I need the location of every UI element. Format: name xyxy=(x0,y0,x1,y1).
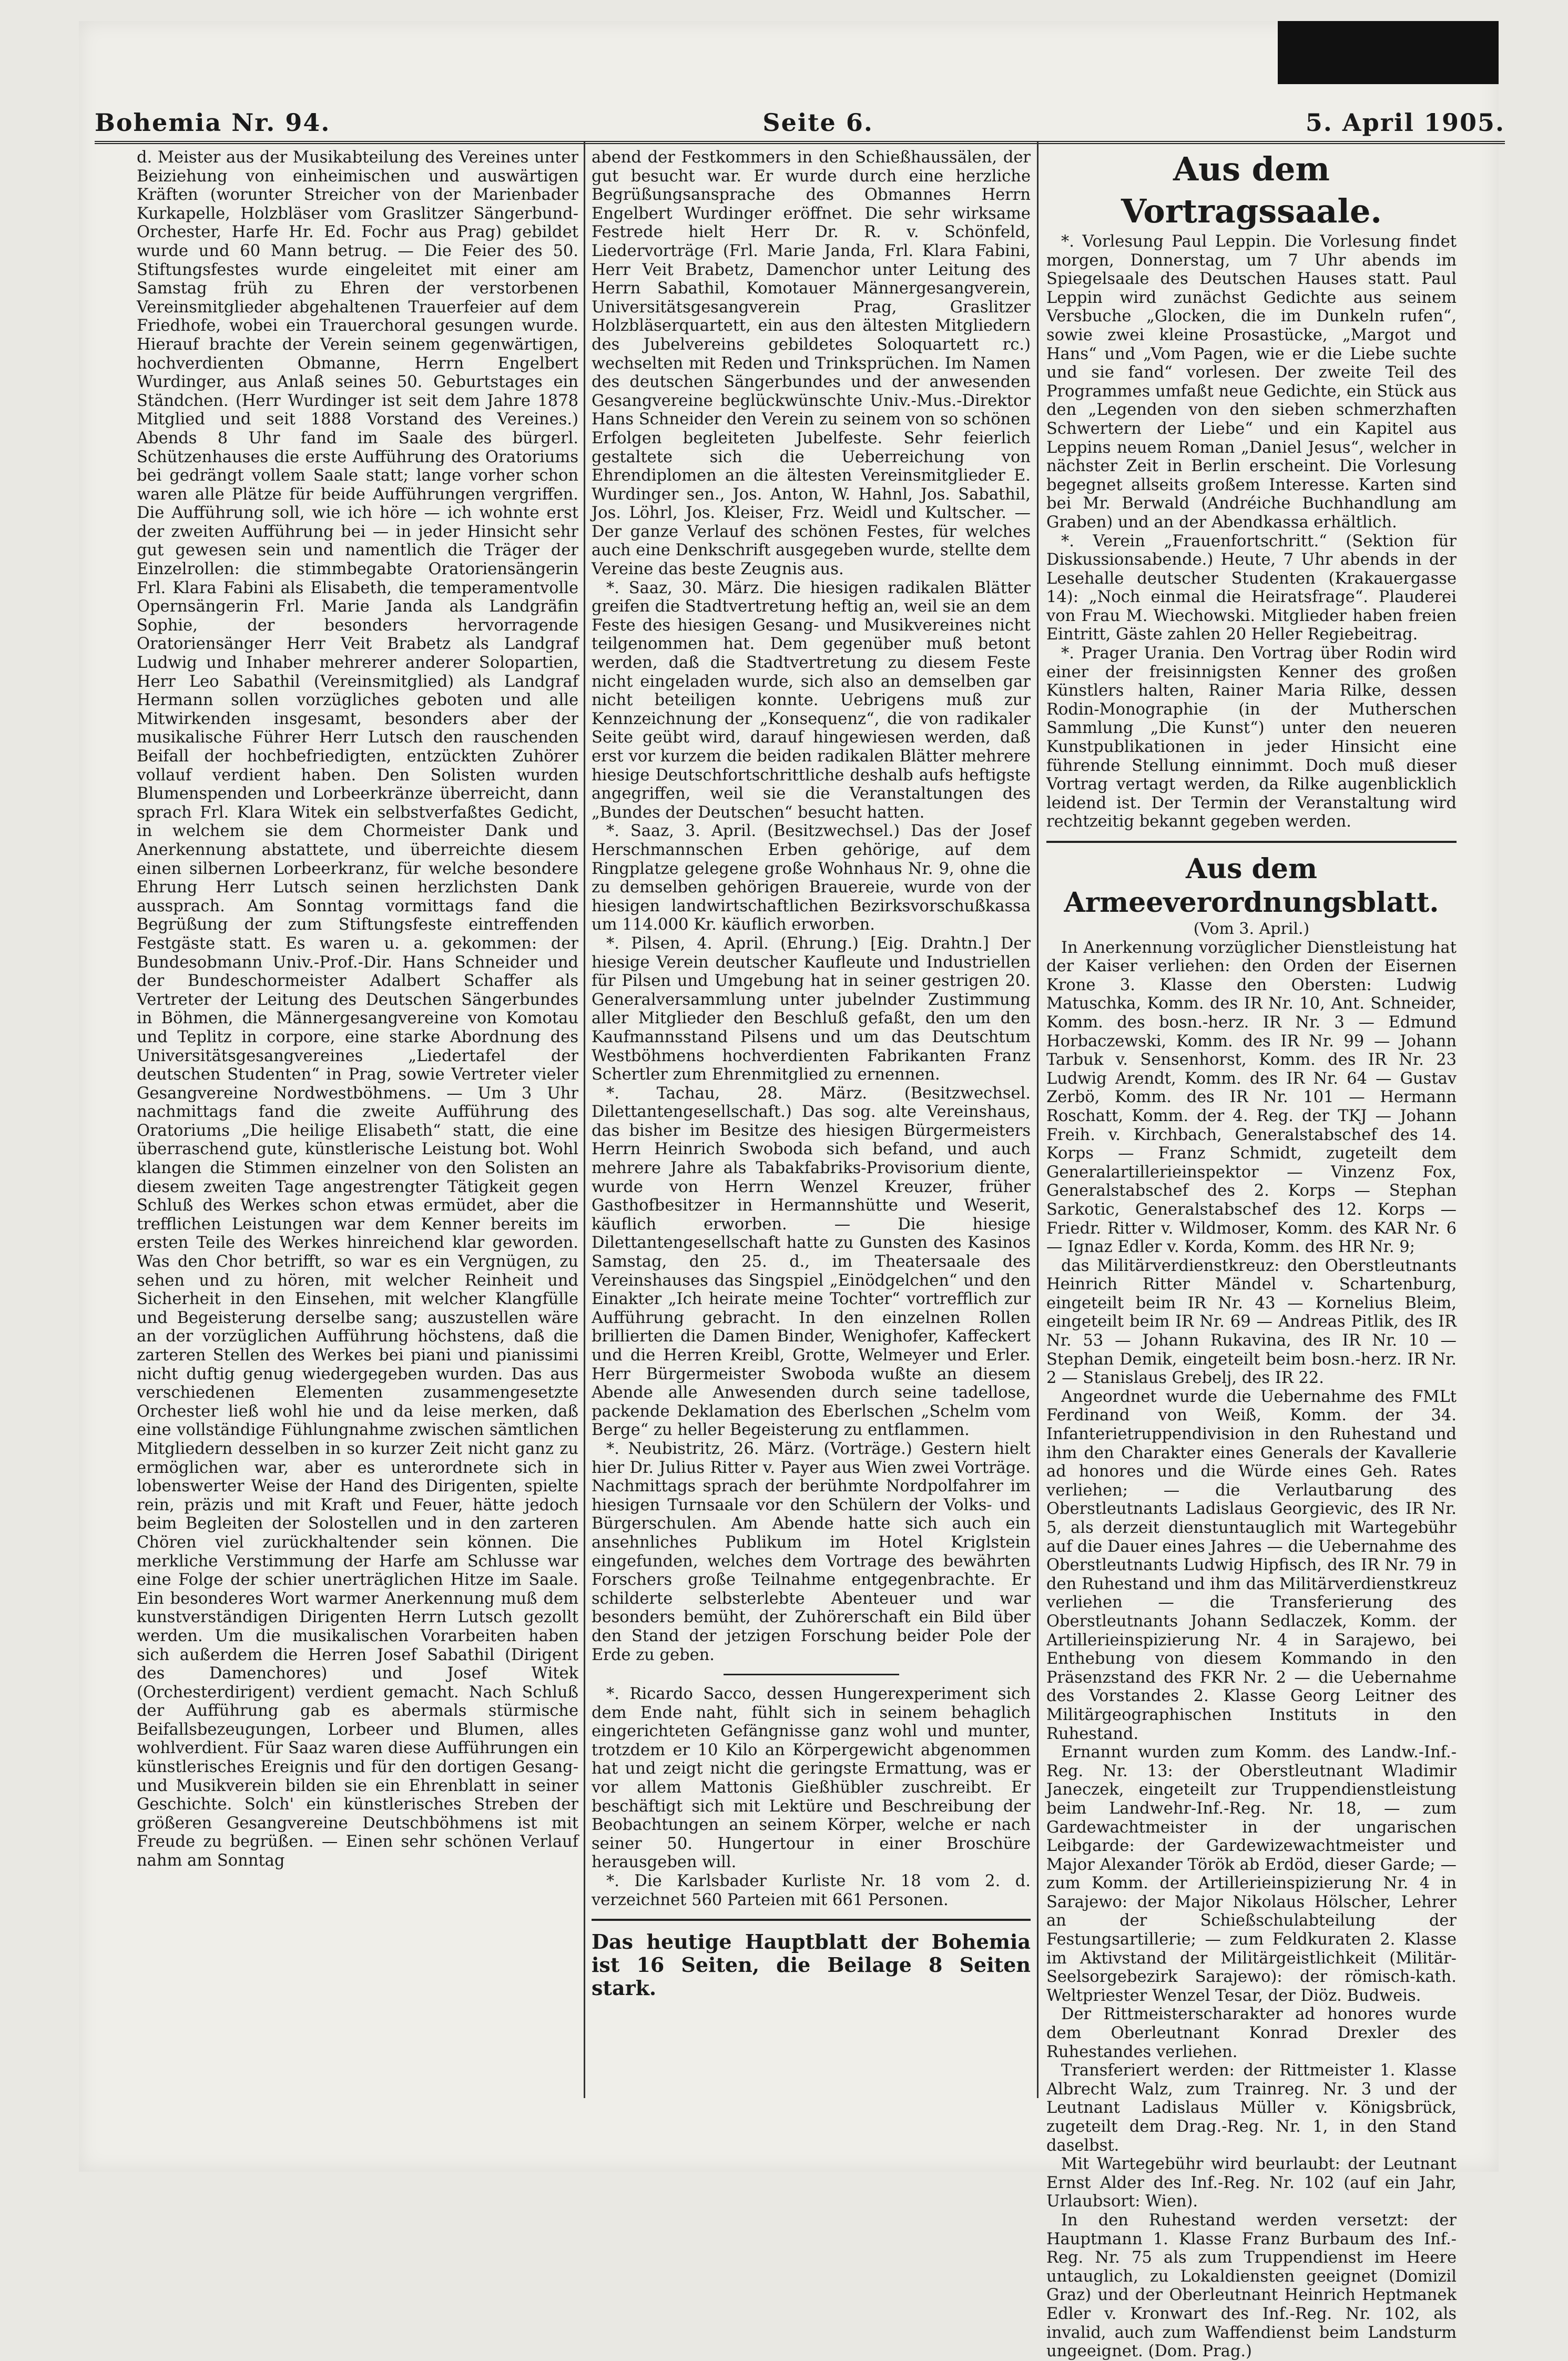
column-rule-1 xyxy=(584,142,585,2098)
decree-paragraph: Der Rittmeisterscharakter ad honores wurde dem Oberleutnant Konrad Drexler des Ruhestandes verliehen. xyxy=(1046,2005,1457,2061)
column-3 xyxy=(1046,148,1457,2361)
news-item-karlsbad: *. Die Karlsbader Kurliste Nr. 18 vom 2. d. verzeichnet 560 Parteien mit 661 Personen. xyxy=(592,1872,1031,1909)
divider xyxy=(1046,841,1457,843)
scan-corner xyxy=(1278,21,1499,84)
news-item-frauenfortschritt: *. Verein „Frauenfortschritt.“ (Sektion für Diskussionsabende.) Heute, 7 Uhr abends in der Lesehalle deutscher Studenten (Krakauergasse 14): „Noch einmal die Heiratsfrage“. Plauderei von Frau M. Wiechowski. Mitglieder haben freien Eintritt, Gäste zahlen 20 Heller Regiebeitrag. xyxy=(1046,532,1457,644)
section-date: (Vom 3. April.) xyxy=(1193,920,1310,938)
decree-paragraph: Transferiert werden: der Rittmeister 1. Klasse Albrecht Walz, zum Trainreg. Nr. 3 und der Leutnant Ladislaus Müller v. Königsbrück, zugeteilt dem Drag.-Reg. Nr. 1, in den Stand daselbst. xyxy=(1046,2061,1457,2155)
divider xyxy=(724,1674,899,1675)
news-item-tachau: *. Tachau, 28. März. (Besitzwechsel. Dilettantengesellschaft.) Das sog. alte Vereinshaus, das bisher im Besitze des hiesigen Bürgermeisters Herrn Heinrich Swoboda sich befand, und auch mehrere Jahre als Tabakfabriks-Provisorium diente, wurde von Herrn Wenzel Kreuzer, früher Gasthofbesitzer in Hermannshütte und Weserit, käuflich erworben. — Die hiesige Dilettantengesellschaft hatte zu Gunsten des Kasinos Samstag, den 25. d., im Theatersaale des Vereinshauses das Singspiel „Einödgelchen“ und den Einakter „Ich heirate meine Tochter“ vortrefflich zur Aufführung gebracht. In den einzelnen Rollen brillierten die Damen Binder, Wenighofer, Kaffeckert und die Herren Kreibl, Grotte, Welmeyer und Erler. Herr Bürgermeister Swoboda wußte an diesem Abende alle Anwesenden durch seine tadellose, packende Deklamation des Eberlschen „Schelm vom Berge“ zu heller Begeisterung zu entflammen. xyxy=(592,1084,1031,1440)
news-item-saaz-1: *. Saaz, 30. März. Die hiesigen radikalen Blätter greifen die Stadtvertretung heftig an, weil sie an dem Feste des hiesigen Gesang- und Musikvereines nicht teilgenommen hat. Dem gegenüber muß betont werden, daß die Stadtvertretung zu diesem Feste nicht eingeladen wurde, sich also an demselben gar nicht beteiligen konnte. Uebrigens muß zur Kennzeichnung der „Konsequenz“, die von radikaler Seite geübt wird, darauf hingewiesen werden, daß erst vor kurzem die beiden radikalen Blätter mehrere hiesige Deutschfortschrittliche deshalb aufs heftigste angegriffen, weil sie die Veranstaltungen des „Bundes der Deutschen“ besucht hatten. xyxy=(592,578,1031,822)
divider xyxy=(592,1919,1031,1921)
news-item-urania: *. Prager Urania. Den Vortrag über Rodin wird einer der freisinnigsten Kenner des großen Künstlers halten, Rainer Maria Rilke, dessen Rodin-Monographie (in der Mutherschen Sammlung „Die Kunst“) unter den neueren Kunstpublikationen in jeder Hinsicht eine führende Stellung einnimmt. Doch muß dieser Vortrag vertagt werden, da Rilke augenblicklich leidend ist. Der Termin der Veranstaltung wird rechtzeitig bekannt gegeben werden. xyxy=(1046,644,1457,831)
article-paragraph: abend der Festkommers in den Schießhaussälen, der gut besucht war. Er wurde durch eine herzliche Begrüßungsansprache des Obmannes Herrn Engelbert Wurdinger eröffnet. Die sehr wirksame Festrede hielt Herr Dr. R. v. Schönfeld, Liedervorträge (Frl. Marie Janda, Frl. Klara Fabini, Herr Veit Brabetz, Damenchor unter Leitung des Herrn Sabathil, Komotauer Männergesangverein, Universitätsgesangverein Prag, Graslitzer Holzbläserquartett, ein aus den ältesten Mitgliedern des Jubelvereins gebildetes Soloquartett rc.) wechselten mit Reden und Trinksprüchen. Im Namen des deutschen Sängerbundes und der anwesenden Gesangvereine beglückwünschte Univ.-Mus.-Direktor Hans Schneider den Verein zu seinem von so schönen Erfolgen begleiteten Jubelfeste. Sehr feierlich gestaltete sich die Ueberreichung von Ehrendiplomen an die ältesten Vereinsmitglieder E. Wurdinger sen., Jos. Anton, W. Hahnl, Jos. Sabathil, Jos. Löhrl, Jos. Kleiser, Frz. Weidl und Kultscher. — Der ganze Verlauf des schönen Festes, für welches auch eine Denkschrift ausgegeben wurde, stellte dem Vereine das beste Zeugnis aus. xyxy=(592,148,1031,579)
news-item-neubistritz: *. Neubistritz, 26. März. (Vorträge.) Gestern hielt hier Dr. Julius Ritter v. Payer aus Wien zwei Vorträge. Nachmittags sprach der berühmte Nordpolfahrer im hiesigen Turnsaale vor den Schülern der Volks- und Bürgerschulen. Am Abende hatte sich auch ein ansehnliches Publikum im Hotel Kriglstein eingefunden, welches dem Vortrage des bewährten Forschers große Teilnahme entgegenbrachte. Er schilderte selbsterlebte Abenteuer und war besonders bemüht, der Zuhörerschaft ein Bild über den Stand der jetzigen Forschung beider Pole der Erde zu geben. xyxy=(592,1439,1031,1664)
news-item-saaz-2: *. Saaz, 3. April. (Besitzwechsel.) Das der Josef Herschmannschen Erben gehörige, auf dem Ringplatze gelegene große Wohnhaus Nr. 9, ohne die zu demselben gehörigen Brauereie, wurde von der hiesigen landwirtschaftlichen Bezirksvorschußkassa um 114.000 Kr. käuflich erworben. xyxy=(592,822,1031,934)
header-page-number: Seite 6. xyxy=(762,108,873,137)
column-rule-2 xyxy=(1037,142,1038,2098)
header-paper-name: Bohemia Nr. 94. xyxy=(95,108,331,137)
decree-paragraph: Ernannt wurden zum Komm. des Landw.-Inf.-Reg. Nr. 13: der Oberstleutnant Wladimir Janeczek, eingeteilt zur Truppendienstleistung beim Landwehr-Inf.-Reg. Nr. 18, — zum Gardewachtmeister in der ungarischen Leibgarde: der Gardewizewachtmeister und Major Alexander Török ab Erdöd, dieser Garde; — zum Komm. der Artillerieinspizierung Nr. 4 in Sarajewo: der Major Nikolaus Hölscher, Lehrer an der Schießschulabteilung der Festungsartillerie; — zum Feldkuraten 2. Klasse im Aktivstand der Militärgeistlichkeit (Militär-Seelsorgebezirk Sarajewo): der römisch-kath. Weltpriester Wenzel Tesar, der Diöz. Budweis. xyxy=(1046,1743,1457,2005)
column-1 xyxy=(137,148,578,2099)
decree-paragraph: Mit Wartegebühr wird beurlaubt: der Leutnant Ernst Alder des Inf.-Reg. Nr. 102 (auf ein Jahr, Urlaubsort: Wien). xyxy=(1046,2155,1457,2211)
news-item-pilsen: *. Pilsen, 4. April. (Ehrung.) [Eig. Drahtn.] Der hiesige Verein deutscher Kaufleute und Industriellen für Pilsen und Umgebung hat in seiner gestrigen 20. Generalversammlung unter jubelnder Zustimmung aller Mitglieder den Beschluß gefaßt, den um den Kaufmannsstand Pilsens und um das Deutschtum Westböhmens hochverdienten Fabrikanten Franz Schertler zum Ehrenmitglied zu ernennen. xyxy=(592,934,1031,1084)
decree-paragraph: In den Ruhestand werden versetzt: der Hauptmann 1. Klasse Franz Burbaum des Inf.-Reg. Nr. 75 als zum Truppendienst im Heere untauglich, zu Lokaldiensten geeignet (Domizil Graz) und der Oberleutnant Heinrich Heptmanek Edler v. Kronwart des Inf.-Reg. Nr. 102, als invalid, auch zum Waffendienst beim Landsturm ungeeignet. (Dom. Prag.) xyxy=(1046,2211,1457,2361)
decree-paragraph: Angeordnet wurde die Uebernahme des FMLt Ferdinand von Weiß, Komm. der 34. Infanterietruppendivision in den Ruhestand und ihm den Charakter eines Generals der Kavallerie ad honores und die Würde eines Geh. Rates verliehen; — die Verlautbarung des Oberstleutnants Ladislaus Georgievic, des IR Nr. 5, als derzeit dienstuntauglich mit Wartegebühr auf die Dauer eines Jahres — die Uebernahme des Oberstleutnants Ludwig Hipfisch, des IR Nr. 79 in den Ruhestand und ihm das Militärverdienstkreuz verliehen — die Transferierung des Oberstleutnants Johann Sedlaczek, Komm. der Artillerieinspizierung Nr. 4 in Sarajewo, bei Enthebung von diesem Kommando in den Präsenzstand des FKR Nr. 2 — die Uebernahme des Vorstandes 2. Klasse Georg Leitner des Militärgeographischen Instituts in den Ruhestand. xyxy=(1046,1387,1457,1743)
news-item-sacco: *. Ricardo Sacco, dessen Hungerexperiment sich dem Ende naht, fühlt sich in seinem behaglich eingerichteten Gefängnisse ganz wohl und munter, trotzdem er 10 Kilo an Körpergewicht abgenommen hat und zeigt nicht die geringste Ermattung, was er vor allem Mattonis Gießhübler zuschreibt. Er beschäftigt sich mit Lektüre und Beschreibung der Beobachtungen an seinem Körper, welche er nach seiner 50. Hungertour in einer Broschüre herausgeben will. xyxy=(592,1685,1031,1872)
article-text: d. Meister aus der Musikabteilung des Vereines unter Beiziehung von einheimischen und auswärtigen Kräften (worunter Streicher von der Marienbader Kurkapelle, Holzbläser vom Graslitzer Sängerbund-Orchester, Harfe Hr. Ed. Fochr aus Prag) gebildet wurde und 60 Mann betrug. — Die Feier des 50. Stiftungsfestes wurde eingeleitet mit einer am Samstag früh zu Ehren der verstorbenen Vereinsmitglieder abgehaltenen Trauerfeier auf dem Friedhofe, wobei ein Trauerchoral gesungen wurde. Hierauf brachte der Verein seinem gegenwärtigen, hochverdienten Obmanne, Herrn Engelbert Wurdinger, aus Anlaß seines 50. Geburtstages ein Ständchen. (Herr Wurdinger ist seit dem Jahre 1878 Mitglied und seit 1888 Vorstand des Vereines.) Abends 8 Uhr fand im Saale des bürgerl. Schützenhauses die erste Aufführung des Oratoriums bei gedrängt vollem Saale statt; lange vorher schon waren alle Plätze für beide Aufführungen vergriffen. Die Aufführung soll, wie ich höre — ich wohnte erst der zweiten Aufführung bei — in jeder Hinsicht sehr gut gewesen sein und namentlich die Träger der Einzelrollen: die stimmbegabte Oratoriensängerin Frl. Klara Fabini als Elisabeth, die temperamentvolle Opernsängerin Frl. Marie Janda als Landgräfin Sophie, der besonders hervorragende Oratoriensänger Herr Veit Brabetz als Landgraf Ludwig und Inhaber mehrerer anderer Solopartien, Herr Leo Sabathil (Vereinsmitglied) als Landgraf Hermann sollen vorzügliches geboten und alle Mitwirkenden insgesamt, besonders aber der musikalische Führer Herr Lutsch den rauschenden Beifall der hochbefriedigten, entzückten Zuhörer vollauf verdient haben. Den Solisten wurden Blumenspenden und Lorbeerkränze überreicht, dann sprach Frl. Klara Witek ein selbstverfaßtes Gedicht, in welchem sie dem Chormeister Dank und Anerkennung abstattete, und überreichte diesem einen silbernen Lorbeerkranz, für welche besondere Ehrung Herr Lutsch seinen herzlichsten Dank aussprach. Am Sonntag vormittags fand die Begrüßung der zum Stiftungsfeste eintreffenden Festgäste statt. Es waren u. a. gekommen: der Bundesobmann Univ.-Prof.-Dir. Hans Schneider und der Bundeschormeister Adalbert Schaffer als Vertreter der Leitung des Deutschen Sängerbundes in Böhmen, die Männergesangvereine von Komotau und Teplitz in corpore, eine starke Abordnung des Universitätsgesangvereines „Liedertafel der deutschen Studenten“ in Prag, sowie Vertreter vieler Gesangvereine Nordwestböhmens. — Um 3 Uhr nachmittags fand die zweite Aufführung des Oratoriums „Die heilige Elisabeth“ statt, die eine überraschend gute, künstlerische Leistung bot. Wohl klangen die Stimmen einzelner von den Solisten an diesem zweiten Tage angestrengter Tätigkeit gegen Schluß des Werkes schon etwas ermüdet, aber die trefflichen Leistungen war dem Kenner bereits im ersten Teile des Werkes hinreichend klar geworden. Was den Chor betrifft, so war es ein Vergnügen, zu sehen und zu hören, mit welcher Reinheit und Sicherheit in den Einsehen, mit welcher Klangfülle und Begeisterung derselbe sang; auszustellen wäre an der vorzüglichen Aufführung höchstens, daß die zarteren Stellen des Werkes bei piani und pianissimi nicht duftig genug wiedergegeben wurden. Das aus verschiedenen Elementen zusammengesetzte Orchester ließ wohl hie und da leise merken, daß eine vollständige Fühlungnahme zwischen sämtlichen Mitgliedern desselben in so kurzer Zeit nicht ganz zu ermöglichen war, aber es unterordnete sich in lobenswerter Weise der Hand des Dirigenten, spielte rein, präzis und mit Kraft und Feuer, hätte jedoch beim Begleiten der Solostellen und in den zarteren Chören viel zurückhaltender sein können. Die merkliche Verstimmung der Harfe am Schlusse war eine Folge der schier unerträglichen Hitze im Saale. Ein besonderes Wort warmer Anerkennung muß dem kunstverständigen Dirigenten Herrn Lutsch gezollt werden. Um die musikalischen Vorarbeiten haben sich außerdem die Herren Josef Sabathil (Dirigent des Damenchores) und Josef Witek (Orchesterdirigent) verdient gemacht. Nach Schluß der Aufführung gab es abermals stürmische Beifallsbezeugungen, Lorbeer und Blumen, alles wohlverdient. Für Saaz waren diese Aufführungen ein künstlerisches Ereignis und für den dortigen Gesang- und Musikverein bilden sie ein Ehrenblatt in seiner Geschichte. Solch' ein künstlerisches Streben der größeren Gesangvereine Deutschböhmens ist mit Freude zu begrüßen. — Einen sehr schönen Verlauf nahm am Sonntag xyxy=(137,148,578,1870)
header-date: 5. April 1905. xyxy=(1305,108,1505,137)
news-item-leppin: *. Vorlesung Paul Leppin. Die Vorlesung findet morgen, Donnerstag, um 7 Uhr abends im Spiegelsaale des Deutschen Hauses statt. Paul Leppin wird zunächst Gedichte aus seinem Versbuche „Glocken, die im Dunkeln rufen“, sowie zwei kleine Prosastücke, „Margot und Hans“ und „Vom Pagen, wie er die Liebe suchte und sie fand“ vorlesen. Der zweite Teil des Programmes umfaßt neue Gedichte, ein Stück aus den „Legenden von den sieben schmerzhaften Schwertern der Liebe“ und ein Kapitel aus Leppins neuem Roman „Daniel Jesus“, welcher in nächster Zeit in Berlin erscheint. Die Vorlesung begegnet allseits großem Interesse. Karten sind bei Mr. Berwald (Andréiche Buchhandlung am Graben) und an der Abendkassa erhältlich. xyxy=(1046,232,1457,532)
column-2 xyxy=(592,148,1031,2099)
section-title-armee: Aus dem Armeeverordnungsblatt. xyxy=(1064,853,1439,919)
page-count-note: Das heutige Hauptblatt der Bohemia ist 16 Seiten, die Beilage 8 Seiten stark. xyxy=(592,1930,1031,2000)
decree-paragraph: In Anerkennung vorzüglicher Dienstleistung hat der Kaiser verliehen: den Orden der Eisernen Krone 3. Klasse den Obersten: Ludwig Matuschka, Komm. des IR Nr. 10, Ant. Schneider, Komm. des bosn.-herz. IR Nr. 3 — Edmund Horbaczewski, Komm. des IR Nr. 99 — Johann Tarbuk v. Sensenhorst, Komm. des IR Nr. 23 Ludwig Arendt, Komm. des IR Nr. 64 — Gustav Zerbö, Komm. des IR Nr. 101 — Hermann Roschatt, Komm. der 4. Reg. der TKJ — Johann Freih. v. Kirchbach, Generalstabschef des 14. Korps — Franz Schmidt, zugeteilt dem Generalartillerieinspektor — Vinzenz Fox, Generalstabschef des 2. Korps — Stephan Sarkotic, Generalstabschef des 12. Korps — Friedr. Ritter v. Wildmoser, Komm. des KAR Nr. 6 — Ignaz Edler v. Korda, Komm. des HR Nr. 9; xyxy=(1046,938,1457,1257)
section-title-vortragssaal: Aus dem Vortragssaale. xyxy=(1121,150,1382,230)
page-header xyxy=(95,100,1505,144)
decree-paragraph: das Militärverdienstkreuz: den Oberstleutnants Heinrich Ritter Mändel v. Schartenburg, eingeteilt beim IR Nr. 43 — Kornelius Bleim, eingeteilt beim IR Nr. 69 — Andreas Pitlik, des IR Nr. 53 — Johann Rukavina, des IR Nr. 10 — Stephan Demik, eingeteilt beim bosn.-herz. IR Nr. 2 — Stanislaus Grebelj, des IR 22. xyxy=(1046,1256,1457,1388)
